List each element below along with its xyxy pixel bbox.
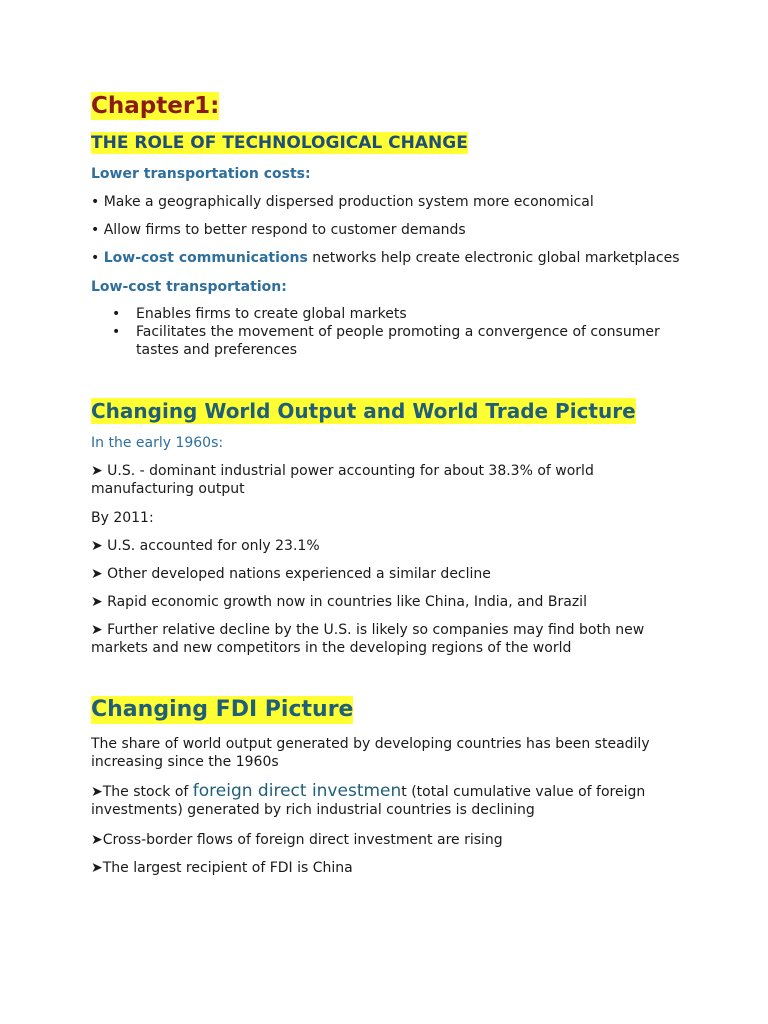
bullet-dot: • bbox=[112, 324, 121, 340]
list-item bbox=[91, 305, 691, 323]
list-item: ➤ Rapid economic growth now in countries like China, India, and Brazil bbox=[91, 594, 587, 610]
chapter-title: Chapter1: bbox=[91, 93, 220, 119]
subheading-low-cost-transport: Low-cost transportation: bbox=[91, 279, 287, 295]
bullet: • bbox=[91, 250, 104, 266]
list-item: ➤ Further relative decline by the U.S. is likely so companies may find both new markets and new competitors in the developing regions of the world bbox=[91, 622, 645, 656]
list-item: • Make a geographically dispersed production system more economical bbox=[91, 194, 594, 210]
list-item bbox=[91, 323, 691, 359]
section-heading-role: THE ROLE OF TECHNOLOGICAL CHANGE bbox=[91, 133, 468, 153]
list-item-text: networks help create electronic global marketplaces bbox=[307, 250, 680, 266]
bullet-dot: • bbox=[112, 306, 121, 322]
list-item: ➤ U.S. accounted for only 23.1% bbox=[91, 538, 320, 554]
list-item: • Allow firms to better respond to customer demands bbox=[91, 222, 466, 238]
section-heading-fdi: Changing FDI Picture bbox=[91, 697, 354, 722]
list-item: ➤ Other developed nations experienced a similar decline bbox=[91, 566, 491, 582]
emphasis-term: foreign direct investmen bbox=[192, 781, 402, 801]
bullet-list bbox=[91, 305, 691, 359]
emphasis-term: Low-cost communications bbox=[103, 250, 308, 266]
paragraph: The share of world output generated by developing countries has been steadily increasing since the 1960s bbox=[91, 736, 650, 770]
list-item-communications bbox=[91, 249, 679, 267]
list-item: ➤The largest recipient of FDI is China bbox=[91, 860, 353, 876]
list-item-text: Enables firms to create global markets bbox=[136, 306, 407, 322]
paragraph: By 2011: bbox=[91, 510, 154, 526]
section-heading-world-output: Changing World Output and World Trade Picture bbox=[91, 399, 636, 423]
paragraph-fdi-stock bbox=[91, 782, 681, 819]
list-item-text: t (total cumulative value of foreign investments) generated by rich industrial countries is declining bbox=[91, 784, 646, 818]
subheading-early-1960s: In the early 1960s: bbox=[91, 435, 224, 451]
list-item-text: Facilitates the movement of people promoting a convergence of consumer tastes and preferences bbox=[136, 324, 660, 358]
paragraph: ➤ U.S. - dominant industrial power accounting for about 38.3% of world manufacturing output bbox=[91, 463, 594, 497]
subheading-lower-transport: Lower transportation costs: bbox=[91, 166, 311, 182]
list-item-text: ➤The stock of bbox=[91, 784, 193, 800]
list-item: ➤Cross-border flows of foreign direct investment are rising bbox=[91, 832, 503, 848]
